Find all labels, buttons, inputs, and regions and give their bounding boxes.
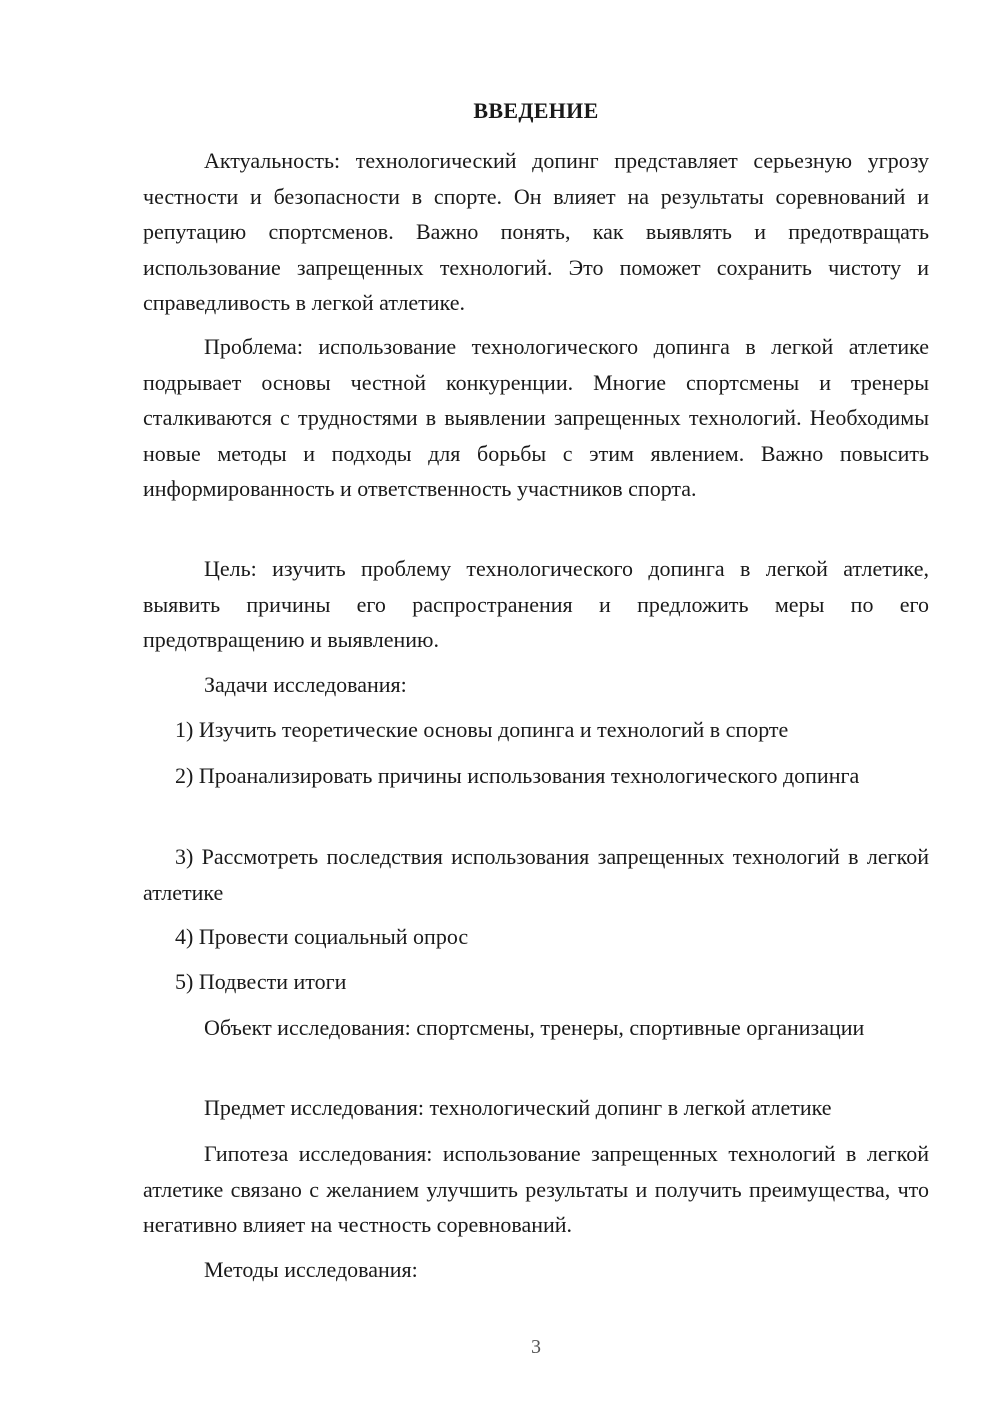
paragraph-subject: Предмет исследования: технологический допинг в легкой атлетике bbox=[204, 1095, 832, 1120]
list-item-task-1: 1) Изучить теоретические основы допинга и технологий в спорте bbox=[175, 717, 789, 742]
paragraph-tasks-heading: Задачи исследования: bbox=[204, 672, 407, 697]
list-item-task-5: 5) Подвести итоги bbox=[175, 969, 347, 994]
paragraph-hypothesis: Гипотеза исследования: использование запрещенных технологий в легкой атлетике связано с желанием улучшить результаты и получить преимущества, что негативно влияет на честность соревнований. bbox=[143, 1141, 929, 1237]
list-item-task-3: 3) Рассмотреть последствия использования запрещенных технологий в легкой атлетике bbox=[143, 844, 929, 905]
paragraph-problem: Проблема: использование технологического допинга в легкой атлетике подрывает основы честной конкуренции. Многие спортсмены и тренеры сталкиваются с трудностями в выявлении запрещенных технологий. Необходимы новые методы и подходы для борьбы с этим явлением. Важно повысить информированность и ответственность участников спорта. bbox=[143, 334, 929, 501]
paragraph-relevance: Актуальность: технологический допинг представляет серьезную угрозу честности и безопасности в спорте. Он влияет на результаты соревнований и репутацию спортсменов. Важно понять, как выявлять и предотвращать использование запрещенных технологий. Это поможет сохранить чистоту и справедливость в легкой атлетике. bbox=[143, 148, 929, 315]
list-item-task-4: 4) Провести социальный опрос bbox=[175, 924, 469, 949]
list-item-task-2: 2) Проанализировать причины использования технологического допинга bbox=[175, 763, 860, 788]
paragraph-methods: Методы исследования: bbox=[204, 1257, 418, 1282]
page-number: 3 bbox=[531, 1336, 541, 1358]
paragraph-goal: Цель: изучить проблему технологического допинга в легкой атлетике, выявить причины его распространения и предложить меры по его предотвращению и выявлению. bbox=[143, 556, 929, 652]
section-heading: ВВЕДЕНИЕ bbox=[473, 98, 599, 123]
paragraph-object: Объект исследования: спортсмены, тренеры, спортивные организации bbox=[204, 1015, 865, 1040]
